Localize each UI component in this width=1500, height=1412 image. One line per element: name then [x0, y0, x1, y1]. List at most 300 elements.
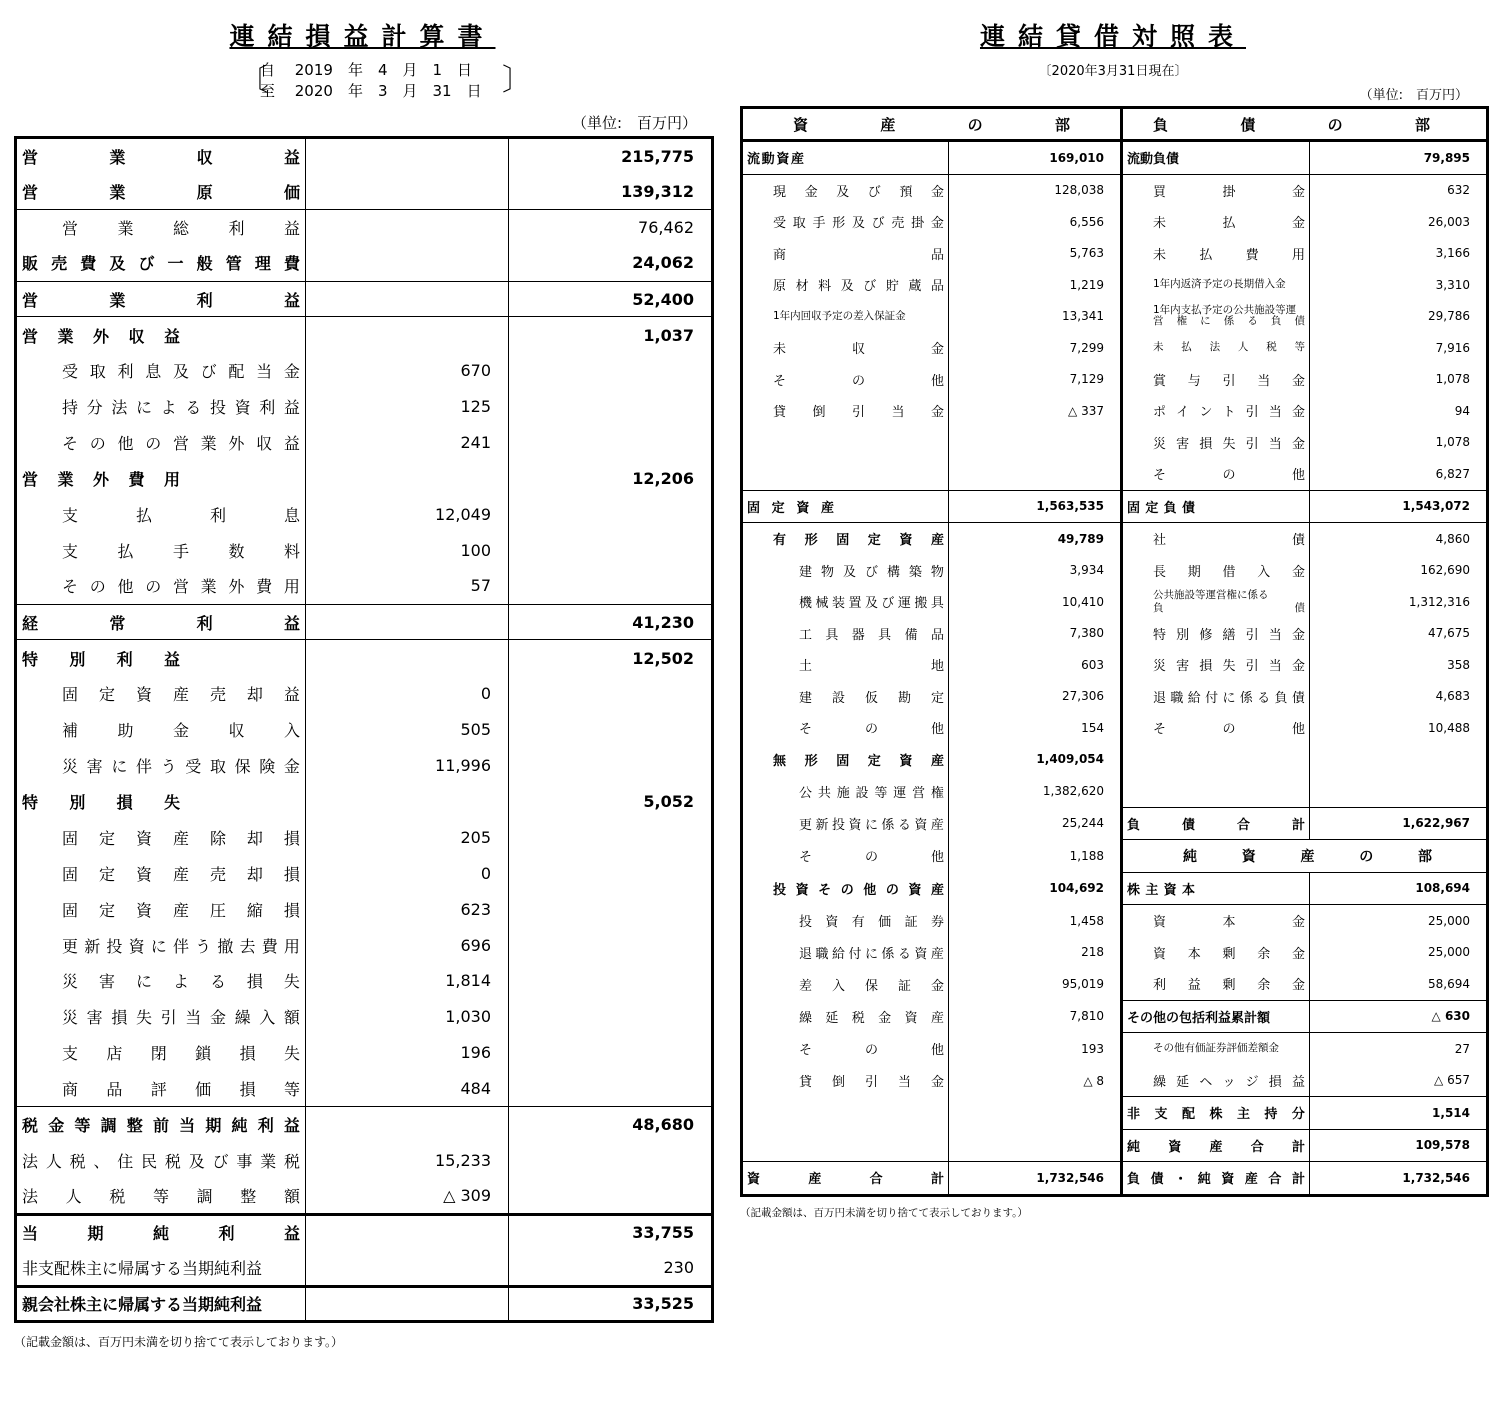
pl-label	[16, 1214, 306, 1250]
label-text	[22, 611, 300, 634]
char: 固	[836, 753, 850, 769]
char: 他	[930, 373, 944, 389]
char: に	[864, 817, 878, 833]
char: 証	[904, 915, 918, 930]
char: 引	[1245, 436, 1259, 452]
char: 貸	[799, 1075, 813, 1090]
label-text	[799, 687, 944, 706]
char: 用	[283, 577, 300, 597]
pl-amount	[509, 1071, 713, 1107]
label-text	[773, 879, 944, 898]
char: 期	[205, 1116, 222, 1136]
char: 持	[1264, 1107, 1278, 1123]
label-text	[62, 898, 300, 921]
char: 当	[1268, 405, 1282, 421]
char: 外	[92, 326, 109, 346]
pl-label	[16, 676, 306, 712]
liability-label	[1122, 555, 1310, 587]
liability-amount: 162,690	[1310, 555, 1488, 587]
label-text	[62, 718, 300, 741]
pl-amount	[509, 712, 713, 748]
char: 債	[1291, 533, 1305, 549]
char: 支	[62, 505, 79, 525]
label-text	[62, 826, 300, 849]
label-text	[773, 244, 944, 263]
asset-amount: 1,732,546	[949, 1162, 1122, 1196]
char: 賞	[1153, 373, 1167, 389]
bracket-right: 〕	[502, 63, 532, 98]
pl-row	[16, 138, 713, 174]
label-text	[799, 655, 944, 674]
char: 主	[1236, 1107, 1250, 1123]
bs-row	[742, 490, 1488, 523]
pl-row	[16, 819, 713, 855]
liability-label	[1122, 872, 1310, 905]
char: 理	[254, 254, 271, 274]
char: 余	[1257, 978, 1271, 994]
char: そ	[818, 882, 832, 898]
pl-row	[16, 640, 713, 676]
char: 税	[851, 1010, 865, 1026]
char: 撤	[217, 936, 234, 956]
char: 営	[172, 434, 189, 454]
asset-label	[742, 712, 949, 744]
bs-row	[742, 905, 1488, 937]
char: 運	[893, 785, 907, 801]
char: 定	[867, 533, 881, 549]
char: 利	[1153, 978, 1167, 994]
char: 資	[904, 1010, 918, 1026]
char: 資	[135, 900, 152, 920]
label-line: 1年内支払予定の公共施設等運	[1153, 304, 1297, 317]
char: 手	[812, 216, 826, 232]
char: の	[840, 882, 854, 898]
char: 係	[1223, 315, 1235, 328]
char: 及	[836, 184, 850, 200]
char: 金	[930, 216, 944, 232]
liability-label	[1122, 238, 1310, 270]
pl-label	[16, 604, 306, 640]
char: 法	[22, 1151, 39, 1171]
liability-amount: 94	[1310, 395, 1488, 427]
char: 等	[74, 1116, 91, 1136]
label-text	[62, 395, 300, 418]
label-text	[22, 647, 300, 670]
bs-row	[742, 1162, 1488, 1196]
label-text	[1127, 497, 1305, 516]
char: そ	[62, 577, 79, 597]
char: 金	[172, 721, 189, 741]
label-text	[1127, 1136, 1305, 1155]
label-line	[1153, 602, 1305, 615]
pl-sub-amount	[306, 604, 509, 640]
liability-label	[1122, 395, 1310, 427]
char: び	[881, 596, 895, 612]
char: 産	[1209, 1139, 1223, 1155]
char: 借	[1222, 564, 1236, 580]
pl-amount	[509, 855, 713, 891]
char: 取	[792, 216, 806, 232]
asset-label	[742, 586, 949, 618]
char: そ	[773, 373, 787, 389]
label-text	[62, 969, 300, 992]
char: 具	[825, 627, 839, 643]
period-to: 至 2020 年 3 月 31 日	[260, 82, 482, 100]
char: 買	[1153, 184, 1167, 200]
pl-row	[16, 173, 713, 209]
label-text	[1153, 401, 1305, 420]
char: 産	[172, 864, 189, 884]
pl-row	[16, 712, 713, 748]
char: 価	[878, 915, 892, 930]
char: 益	[283, 434, 300, 454]
bs-row	[742, 206, 1488, 238]
char: 利	[257, 1116, 274, 1136]
pl-row	[16, 855, 713, 891]
char: 金	[930, 184, 944, 200]
pl-label	[16, 891, 306, 927]
label-text	[1153, 624, 1305, 643]
asset-label	[742, 1097, 949, 1130]
liability-amount: 1,543,072	[1310, 490, 1488, 523]
asset-label	[742, 618, 949, 650]
label-text	[773, 370, 944, 389]
char: 価	[283, 182, 300, 202]
liability-amount: 1,732,546	[1310, 1162, 1488, 1196]
pl-sub-amount: 1,814	[306, 963, 509, 999]
char: 債	[1181, 817, 1195, 833]
liability-amount: 6,827	[1310, 458, 1488, 490]
char: 保	[234, 757, 251, 777]
char: 益	[1291, 1074, 1305, 1090]
char: 資	[135, 864, 152, 884]
char: 新	[815, 817, 829, 833]
char: 益	[283, 147, 300, 167]
label-text	[799, 975, 944, 994]
label-text	[62, 503, 300, 526]
liability-amount: 4,860	[1310, 523, 1488, 555]
char: 業	[109, 290, 126, 310]
char: 商	[62, 1079, 79, 1099]
bs-row	[742, 1033, 1488, 1065]
label-text	[1153, 655, 1305, 674]
bs-row	[742, 681, 1488, 713]
footnote: （記載金額は、百万円未満を切り捨てて表示しております。）	[740, 1206, 1028, 1219]
char: 産	[930, 533, 944, 549]
liability-label	[1122, 1033, 1310, 1065]
char: 計	[930, 1172, 944, 1188]
char: 当	[179, 1116, 196, 1136]
char: 調	[100, 1116, 117, 1136]
char: 他	[117, 577, 134, 597]
char: 付	[1205, 690, 1219, 706]
char: 金	[1291, 627, 1305, 643]
liability-label	[1122, 586, 1310, 618]
char: 純	[152, 1224, 169, 1244]
asset-label	[742, 649, 949, 681]
char: 損	[283, 864, 300, 884]
char: 総	[172, 218, 189, 238]
char: 蔵	[908, 279, 922, 295]
char: 公	[799, 785, 813, 801]
liability-label	[1122, 269, 1310, 301]
label-text	[773, 529, 944, 548]
asset-amount: 27,306	[949, 681, 1122, 713]
assets-header-text	[747, 114, 1116, 135]
liability-label	[1122, 332, 1310, 364]
char: 常	[109, 613, 126, 633]
char: 職	[1170, 690, 1184, 706]
pl-sub-amount: 15,233	[306, 1142, 509, 1178]
char: 費	[261, 936, 278, 956]
char: 係	[1239, 690, 1253, 706]
char: 券	[930, 915, 944, 930]
char: 定	[930, 690, 944, 706]
pl-amount	[509, 568, 713, 604]
char: 倒	[831, 1075, 845, 1090]
char: の	[145, 577, 162, 597]
char: 負	[1163, 500, 1177, 516]
asset-amount: 3,934	[949, 555, 1122, 587]
char: ポ	[1153, 405, 1167, 421]
char: 建	[799, 690, 813, 706]
pl-amount: 52,400	[509, 281, 713, 317]
char: 金	[1291, 659, 1305, 675]
char: 固	[836, 533, 850, 549]
char: 管	[225, 254, 242, 274]
char: そ	[799, 1043, 813, 1058]
pl-label	[16, 353, 306, 389]
label-text	[773, 212, 944, 231]
pl-amount	[509, 819, 713, 855]
pl-label	[16, 927, 306, 963]
pl-sub-amount: △ 309	[306, 1178, 509, 1214]
char: 本	[1181, 882, 1195, 898]
char: 固	[1127, 500, 1141, 516]
bs-row	[742, 523, 1488, 555]
label-text	[773, 275, 944, 294]
char: 及	[864, 596, 878, 612]
char: 手	[172, 541, 189, 561]
pl-sub-amount: 196	[306, 1035, 509, 1071]
char: 評	[150, 1079, 167, 1099]
char: 及	[188, 1151, 205, 1171]
asset-amount: 7,810	[949, 1000, 1122, 1033]
char: 産	[172, 900, 189, 920]
char: に	[135, 972, 152, 992]
pl-amount	[509, 353, 713, 389]
income-statement-title: 連結損益計算書	[229, 22, 496, 51]
char: 証	[897, 978, 911, 994]
liability-amount: 25,000	[1310, 905, 1488, 937]
char: 業	[260, 1151, 277, 1171]
pl-row	[16, 784, 713, 820]
char: 等	[1294, 341, 1305, 354]
liability-label	[1122, 490, 1310, 523]
bs-row	[742, 141, 1488, 175]
pl-sub-amount	[306, 640, 509, 676]
pl-amount: 33,525	[509, 1286, 713, 1322]
label-text	[1153, 244, 1305, 263]
char: 税	[283, 1151, 300, 1171]
char: 資	[747, 1172, 761, 1188]
char: 当	[891, 405, 905, 421]
liability-label	[1122, 1000, 1310, 1033]
char: の	[1222, 722, 1236, 738]
asset-amount: 7,380	[949, 618, 1122, 650]
char: 補	[62, 721, 79, 741]
asset-label	[742, 458, 949, 490]
char: ヘ	[1199, 1074, 1213, 1090]
label-text	[22, 790, 300, 813]
char: 整	[240, 1187, 257, 1207]
label-text	[62, 754, 300, 777]
char: 資	[1241, 848, 1256, 865]
char: び	[867, 184, 881, 200]
char: び	[138, 254, 155, 274]
pl-amount: 139,312	[509, 173, 713, 209]
char: 修	[1199, 627, 1213, 643]
pl-sub-amount	[306, 138, 509, 174]
char: 計	[1291, 1139, 1305, 1155]
pl-sub-amount: 505	[306, 712, 509, 748]
char: 具	[878, 627, 892, 643]
liability-amount: 3,166	[1310, 238, 1488, 270]
char: 害	[86, 757, 103, 777]
bs-row	[742, 968, 1488, 1000]
pl-label	[16, 461, 306, 497]
char: 無	[773, 753, 787, 769]
label-text	[773, 401, 944, 420]
char: 額	[283, 1008, 300, 1028]
char: 業	[57, 326, 74, 346]
label-text	[62, 431, 300, 454]
char: 損	[239, 1079, 256, 1099]
char: 引	[1245, 659, 1259, 675]
char: 取	[209, 757, 226, 777]
char: 主	[1145, 882, 1159, 898]
char: 他	[863, 882, 877, 898]
char: 当	[1268, 627, 1282, 643]
char: 入	[283, 721, 300, 741]
char: 営	[912, 785, 926, 801]
char: 債	[1181, 500, 1195, 516]
char: 新	[84, 936, 101, 956]
liability-label	[1122, 1162, 1310, 1196]
char: の	[1327, 115, 1343, 134]
char: 前	[152, 1116, 169, 1136]
char: 当	[185, 1008, 202, 1028]
pl-sub-amount: 0	[306, 676, 509, 712]
char: 設	[831, 690, 845, 706]
label-text	[799, 911, 944, 930]
asset-amount: 128,038	[949, 174, 1122, 206]
label-line: 公共施設等運営権に係る	[1153, 588, 1269, 601]
char: 金	[930, 1075, 944, 1090]
char: 投	[209, 398, 226, 418]
char: 及	[840, 279, 854, 295]
bs-row	[742, 1065, 1488, 1097]
char: 用	[283, 936, 300, 956]
liability-label	[1122, 301, 1310, 333]
char: 料	[818, 279, 832, 295]
char: 収	[851, 342, 865, 358]
char: 負	[1127, 1172, 1141, 1188]
char: 債	[1166, 152, 1180, 168]
char: 投	[799, 915, 813, 930]
char: 物	[930, 564, 944, 580]
liability-label	[1122, 618, 1310, 650]
char: 社	[1153, 533, 1167, 549]
char: 定	[1145, 500, 1159, 516]
pl-label	[16, 496, 306, 532]
asset-amount: 10,410	[949, 586, 1122, 618]
label-text	[1153, 212, 1305, 231]
char: 却	[246, 828, 263, 848]
char: 債	[1150, 1172, 1164, 1188]
char: 業	[200, 577, 217, 597]
char: 差	[799, 978, 813, 994]
label-text	[62, 1077, 300, 1100]
char: 余	[1257, 946, 1271, 962]
pl-label	[16, 1071, 306, 1107]
pl-amount	[509, 1035, 713, 1071]
char: の	[145, 434, 162, 454]
asset-label	[742, 238, 949, 270]
char: 利	[228, 218, 245, 238]
liability-amount: 10,488	[1310, 712, 1488, 744]
char: 金	[1291, 915, 1305, 931]
char: 未	[1153, 216, 1167, 232]
char: 税	[22, 1116, 39, 1136]
char: 調	[196, 1187, 213, 1207]
liability-label	[1122, 807, 1310, 840]
char: の	[89, 577, 106, 597]
char: 建	[799, 564, 813, 580]
asset-amount: 13,341	[949, 301, 1122, 333]
char: 仮	[864, 690, 878, 706]
char: 費	[128, 469, 145, 489]
char: 払	[135, 505, 152, 525]
pl-row	[16, 963, 713, 999]
char: 固	[62, 864, 79, 884]
char: 業	[109, 147, 126, 167]
char: 資	[914, 946, 928, 962]
char: 投	[831, 817, 845, 833]
asset-label	[742, 141, 949, 175]
pl-label	[16, 568, 306, 604]
pl-label	[16, 999, 306, 1035]
pl-amount: 33,755	[509, 1214, 713, 1250]
char: 受	[62, 362, 79, 382]
bs-row	[742, 174, 1488, 206]
char: 期	[87, 1224, 104, 1244]
char: 引	[851, 405, 865, 421]
char: 産	[172, 828, 189, 848]
asset-label	[742, 1162, 949, 1196]
char: 取	[89, 362, 106, 382]
pl-amount: 41,230	[509, 604, 713, 640]
char: 現	[773, 184, 787, 200]
char: 損	[283, 900, 300, 920]
asset-amount	[949, 1129, 1122, 1162]
pl-sub-amount	[306, 784, 509, 820]
label-text	[62, 216, 300, 239]
char: 別	[69, 792, 86, 812]
label-text	[62, 934, 300, 957]
char: 人	[65, 1187, 82, 1207]
asset-label	[742, 427, 949, 459]
